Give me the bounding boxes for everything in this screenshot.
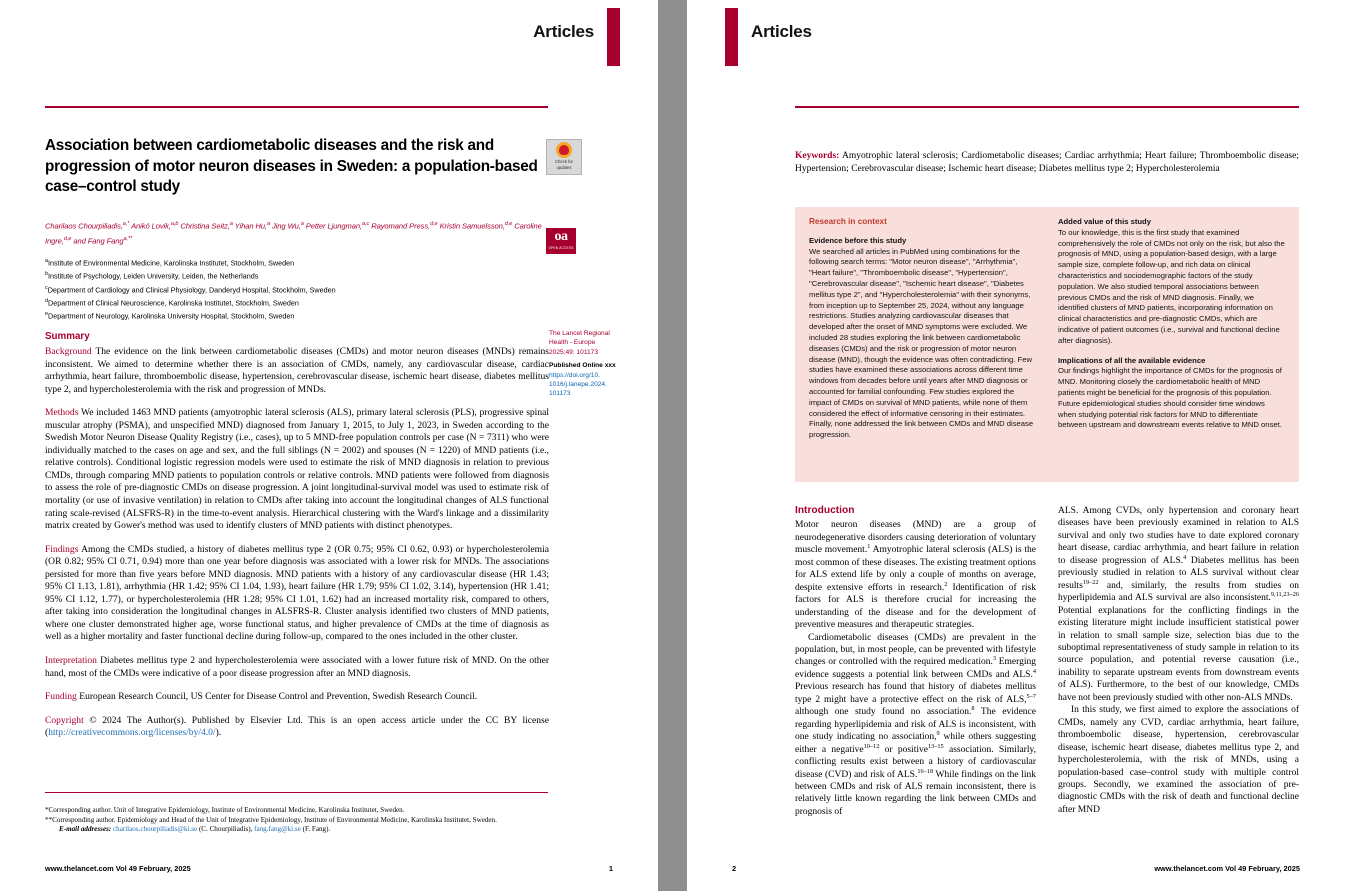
title-rule [795, 106, 1299, 108]
summary-label-copyright: Copyright [45, 714, 84, 726]
keywords-block [795, 150, 1299, 175]
running-head-articles: Articles [751, 22, 812, 41]
journal-citation: 2025;49: 101173 [549, 348, 599, 356]
crossmark-check-for-updates-badge[interactable] [546, 139, 582, 175]
affiliation-item: $^e$Department of Neurology, Karolinska University Hospital, Stockholm, Sweden [45, 311, 295, 321]
summary-body [45, 346, 549, 751]
crossmark-icon [556, 142, 572, 158]
open-access-mark: oa [554, 229, 568, 244]
ric-heading-added-value: Added value of this study [1058, 217, 1151, 226]
intro-paragraph-4: In this study, we first aimed to explore the associations of CMDs, namely any CVD, cardiac arrhythmia, heart failure, thromboembolic disease, hypertension, cerebrovascular disease, ischemic heart disease, diabetes mellitus type 2, and hypercholesterolemia, with the risk of MNDs, using a population-based case–control study with multiple control groups. Secondly, we examined the association of pre-diagnostic CMDs with the risk of death and functional decline after MND [1058, 705, 1299, 815]
summary-background: Background The evidence on the link between cardiometabolic diseases (CMDs) and motor neuron diseases (MNDs) remains inconsistent. We aimed to determine whether there is an association of CMDs, namely, any cardiovascular disease, cardiac arrhythmia, heart failure, thromboembolic disease, hypertension, cerebrovascular disease, ischemic heart disease, diabetes mellitus type 2, and hypercholesterolemia with the risk and progression of MNDs. [45, 346, 549, 395]
summary-label-methods: Methods [45, 407, 79, 419]
footnotes-block [45, 806, 550, 835]
footer-page-number-2: 2 [732, 864, 737, 873]
summary-findings: Findings Among the CMDs studied, a history of diabetes mellitus type 2 (OR 0.75; 95% CI 0.62, 0.93) or hypercholesterolemia (OR 0.82; 95% CI 0.71, 0.94) more than one year before diagnosis was associated with a lower risk for MNDs. The associations persisted for more than five years before MND diagnosis. MND patients with a history of any cardiovascular disease (HR 1.43; 95% CI 1.13, 1.81), arrhythmia (HR 1.42; 95% CI 1.04, 1.93), heart failure (HR 1.79; 95% CI 1.02, 3.14), hypertension (HR 1.41; 95% CI 1.12, 1.77), or hypercholesterolemia (HR 1.28; 95% CI 1.01, 1.62) had an increased mortality risk, compared to others, after taking into consideration the longitudinal changes in ALSFRS-R. Cluster analysis identified two clusters of MND patients, where one cluster demonstrated higher age, worse functional status, and higher prevalence of CMDs at the time of diagnosis as well as a higher mortality and faster functional decline during follow-up, compared to the ones included in the other cluster. [45, 543, 549, 643]
footnote-emails: E-mail addresses: charilaos.chourpiliadis@ki.se (C. Chourpiliadis), fang.fang@ki.se (F. Fang). [59, 825, 331, 834]
published-online: Published Online xxx [549, 362, 616, 370]
summary-label-funding: Funding [45, 691, 77, 703]
affiliation-item: $^a$Institute of Environmental Medicine, Karolinska Institutet, Stockholm, Sweden [45, 258, 295, 268]
crossmark-label-line2: updates [556, 165, 572, 171]
keywords-label: Keywords: [795, 151, 840, 161]
summary-methods: Methods We included 1463 MND patients (amyotrophic lateral sclerosis (ALS), primary lateral sclerosis (PLS), progressive spinal muscular atrophy (PSMA), and unspecified MND) diagnosed from January 1, 2015, to July 1, 2023, in Sweden according to the Swedish Motor Neuron Disease Quality Registry (i.e., cases), up to 5 MND-free population controls per case (N = 7311) who were individually matched to the cases on age and sex, and the full siblings (N = 2002) and spouses (N = 1220) of MND patients (i.e., relative controls). Conditional logistic regression models were used to estimate the risk of MND diagnosis in relation to previous CMDs, through comparing MND patients to population controls or relative controls. MND patients were followed from diagnosis to assess the role of pre-diagnostic CMDs on disease progression. A joint longitudinal-survival model was used to estimate risk of mortality (or use of invasive ventilation) in relation to CMDs after taking into account the longitudinal changes of ALS functional rating scale-revised (ALSFRS-R) in the time-to-event analysis. Hierarchical clustering with the Ward's linkage and a dissimilarity matrix created by Gower's method was used to identify clusters of MND patients with distinct phenotypes. [45, 407, 550, 532]
summary-interpretation: Interpretation Diabetes mellitus type 2 and hypercholesterolemia were associated with a lower future risk of MND. On the other hand, most of the CMDs were indicative of a poor disease progression after an MND diagnosis. [45, 655, 549, 679]
page-2 [687, 0, 1345, 891]
affiliation-list [45, 256, 465, 322]
ric-text-implications: Our findings highlight the importance of CMDs for the prognosis of MND. Monitoring closely the cardiometabolic health of MND patients might be beneficial for the prognosis of this population. Future epidemiological studies should consider time windows when studying potential risk factors for MND to differentiate between upstream and downstream events relative to MND onset. [1058, 366, 1282, 430]
intro-paragraph-2: Cardiometabolic diseases (CMDs) are prevalent in the population, but, in most people, can be prevented with lifestyle changes or controlled with the required medication.$^3$ Emerging evidence suggests a potential link between CMDs and ALS.$^4$ Previous research has found that history of diabetes mellitus type 2 might have a protective effect on the risk of ALS,$^{5-7}$ although one study found no association.$^8$ The evidence regarding hyperlipidemia and risk of ALS is inconsistent, with one study indicating no association,$^9$ while others suggesting either a negative$^{10-12}$ or positive$^{13-15}$ association. Similarly, conflicting results exist between a history of cardiovascular disease (CVD) and risk of ALS.$^{16-18}$ While findings on the link between CMDs and risk of ALS remain inconsistent, there is relatively little known regarding the link between CMDs and prognosis of [795, 632, 1036, 817]
research-in-context-title: Research in context [809, 217, 887, 226]
email-link-2[interactable]: fang.fang@ki.se [254, 825, 301, 834]
footer-url-page2: www.thelancet.com Vol 49 February, 2025 [1154, 864, 1300, 873]
page-title: Association between cardiometabolic diseases and the risk and progression of motor neuron diseases in Sweden: a population-based case–control study [45, 137, 538, 195]
open-access-sublabel: OPEN ACCESS [548, 246, 574, 250]
affiliation-item: $^d$Department of Clinical Neuroscience, Karolinska Institutet, Stockholm, Sweden [45, 297, 299, 308]
running-head-bar [607, 8, 620, 66]
ric-heading-implications: Implications of all the available evidence [1058, 355, 1206, 365]
open-access-badge [546, 228, 576, 254]
ric-text-evidence: We searched all articles in PubMed using combinations for the following search terms: "Motor neuron disease", "Arrhythmia", "Heart failure", "Thromboembolic disease", "Hypertension", "Cerebrovascular disease", "Ischemic heart disease", "Diabetes mellitus type 2", and "Hypercholesterolemia" with their synonyms, from inception up to September 25, 2024, without any language restrictions. Studies analyzing cardiovascular diseases that developed after the onset of MND symptoms were excluded. We included 28 studies exploring the link between cardiometabolic diseases (CMDs) and the risk or progression of motor neuron disease (MND), though the evidence was often contradicting. Few studies have examined these associations across different time windows from decades before until years after MND diagnosis or accounted for familial confounding. Few studies explored the impact of CMDs on survival of MND patients, while none of them considered the effect of informative censoring in their estimates. Finally, none addressed the link between CMDs and MND disease progression. [809, 246, 1034, 440]
footer-page-number-1: 1 [608, 864, 613, 873]
journal-info-block [549, 329, 627, 399]
ric-text-added-value: To our knowledge, this is the first study that examined comprehensively the role of CMDs not only on the risk, but also the prognosis of MND, using a population-based design, with a large sample size, complete follow-up, and rich data on clinical characteristics and sociodemographic factors of the study population. We also studied temporal associations between previous CMDs and the risk of MND diagnosis. Finally, we identified clusters of MND patients, incorporating information on clinical characteristics and pre-diagnostic CMDs, which are indicative of patient outcomes (i.e., survival and functional decline after diagnosis). [1058, 227, 1285, 345]
running-head-articles: Articles [533, 22, 594, 41]
summary-funding: Funding European Research Council, US Center for Disease Control and Prevention, Swedish Research Council. [45, 691, 478, 703]
introduction-column-left [795, 505, 1036, 860]
affiliation-item: $^b$Institute of Psychology, Leiden University, Leiden, the Netherlands [45, 271, 259, 281]
author-list: Charilaos Chourpiliadis,$^{a,*}$ Anikó Lovik,$^{a,b}$ Christina Seitz,$^a$ Yihan Hu,$^a$ Jing Wu,$^a$ Petter Ljungman,$^{a,c}$ Rayomand Press,$^{d,e}$ Kristin Samuelsson,$^{d,e}$ Caroline Ingre,$^{d,e}$ and Fang Fang$^{a,**}$ [45, 221, 542, 246]
journal-name-line1: The Lancet Regional [549, 330, 610, 337]
footer-url-page1: www.thelancet.com Vol 49 February, 2025 [45, 864, 191, 873]
running-head-bar [725, 8, 738, 66]
affiliation-item: $^c$Department of Cardiology and Clinical Physiology, Danderyd Hospital, Stockholm, Sweden [45, 284, 336, 294]
title-rule [45, 106, 548, 108]
footnote-corresponding-2: **Corresponding author. Epidemiology and Head of the Unit of Integrative Epidemiology, Institute of Environmental Medicine, Karolinska Institutet, Sweden. [45, 815, 497, 824]
footnote-corresponding-1: *Corresponding author. Unit of Integrative Epidemiology, Institute of Environmental Medicine, Karolinska Institutet, Sweden. [45, 806, 405, 814]
doi-link[interactable]: https://doi.org/10. 1016/j.lanepe.2024. 101173 [549, 371, 607, 398]
journal-name-line2: Health - Europe [549, 339, 596, 347]
summary-heading: Summary [45, 331, 90, 342]
intro-paragraph-3: ALS. Among CVDs, only hypertension and coronary heart diseases have been previously examined in relation to ALS survival and only two studies have to date explored coronary heart disease, cardiac arrhythmia, and heart failure in relation to disease progression of ALS.$^4$ Diabetes mellitus has been previously studied in relation to ALS survival without clear results$^{19-22}$ and, similarly, the results from studies on hyperlipidemia and ALS survival are also inconsistent.$^{9,11,23-26}$ Potential explanations for the conflicting findings in the existing literature might include insufficient statistical power in relation to small sample size, selection bias due to the suboptimal representativeness of study sample in relation to its source population, and potential reverse causation (i.e., inability to separate upstream events from downstream events of ALS). Furthermore, to the best of our knowledge, CMDs have not been previously studied with other non-ALS MNDs. [1058, 506, 1299, 703]
ric-heading-evidence: Evidence before this study [809, 235, 907, 245]
research-in-context-box [795, 207, 1299, 482]
crossmark-label-line1: Check for [555, 159, 573, 164]
summary-label-findings: Findings [45, 543, 79, 555]
page-1 [0, 0, 658, 891]
introduction-column-right [1058, 505, 1299, 860]
footnote-rule [45, 792, 548, 793]
cc-license-link[interactable]: http://creativecommons.org/licenses/by/4.0/ [48, 727, 216, 739]
keywords-text: Amyotrophic lateral sclerosis; Cardiometabolic diseases; Cardiac arrhythmia; Heart failure; Thromboembolic disease; Hypertension; Cerebrovascular disease; Ischemic heart disease; Diabetes mellitus type 2; Hypercholesterolemia [795, 151, 1299, 174]
email-link-1[interactable]: charilaos.chourpiliadis@ki.se [113, 825, 198, 834]
summary-label-interpretation: Interpretation [45, 655, 97, 667]
summary-label-background: Background [45, 346, 92, 357]
intro-paragraph-1: Motor neuron diseases (MND) are a group of neurodegenerative disorders causing deterioration of voluntary muscle movement.$^1$ Amyotrophic lateral sclerosis (ALS) is the most common of these diseases. The existing treatment options for ALS extend life by only a couple of months on average, despite extensive efforts in research.$^2$ Identification of risk factors for ALS is therefore crucial for increasing the understanding of the disease and for the development of preventive measures and therapeutic strategies. [795, 520, 1036, 631]
summary-copyright: Copyright © 2024 The Author(s). Published by Elsevier Ltd. This is an open access article under the CC BY license (http://creativecommons.org/licenses/by/4.0/). [45, 714, 550, 739]
page-gutter [658, 0, 687, 891]
section-heading-introduction: Introduction [795, 505, 855, 516]
